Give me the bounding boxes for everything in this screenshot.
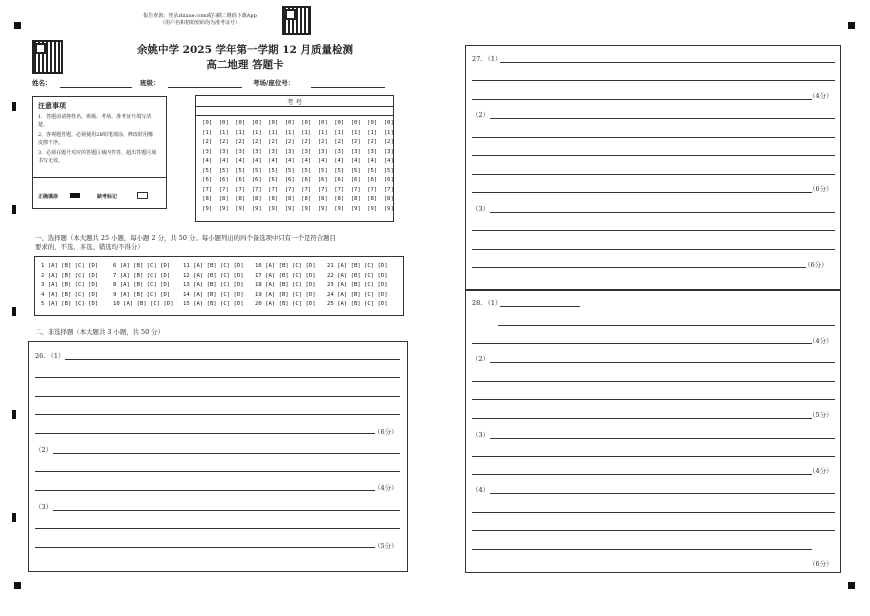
answer-line[interactable]: [35, 471, 400, 472]
exam-id-bubble[interactable]: [4]: [301, 158, 312, 164]
exam-id-bubble[interactable]: [3]: [383, 148, 394, 155]
answer-line[interactable]: [472, 80, 835, 81]
exam-id-bubble[interactable]: [7]: [367, 186, 378, 193]
exam-id-header-line: [196, 106, 393, 107]
exam-id-bubble[interactable]: [9]: [350, 205, 361, 212]
missing-mark-box[interactable]: [137, 192, 148, 199]
answer-line[interactable]: [472, 99, 812, 100]
exam-id-bubble[interactable]: [4]: [350, 158, 361, 164]
exam-id-bubble[interactable]: [1]: [334, 129, 345, 136]
q26-part3-score: （5分）: [374, 542, 398, 550]
exam-id-bubble[interactable]: [5]: [301, 167, 312, 174]
exam-id-bubble[interactable]: [0]: [367, 120, 378, 126]
exam-id-bubble[interactable]: [7]: [284, 186, 295, 193]
exam-id-bubble[interactable]: [8]: [235, 196, 246, 202]
name-label: 姓名：: [32, 79, 52, 87]
timing-mark: [12, 513, 16, 522]
exam-id-bubble[interactable]: [0]: [251, 120, 262, 126]
exam-id-bubble[interactable]: [8]: [367, 196, 378, 202]
exam-id-bubble[interactable]: [8]: [218, 196, 229, 202]
q28-part4-score: （6分）: [809, 560, 833, 568]
exam-id-bubble[interactable]: [2]: [251, 139, 262, 145]
choice-item[interactable]: 25 [A] [B] [C] [D]: [327, 301, 388, 308]
exam-id-bubble[interactable]: [9]: [251, 205, 262, 212]
choice-item[interactable]: 5 [A] [B] [C] [D]: [41, 301, 99, 308]
choice-column[interactable]: [183, 262, 244, 310]
answer-line[interactable]: [472, 399, 835, 400]
exam-id-bubble[interactable]: [4]: [251, 158, 262, 164]
choice-column[interactable]: [327, 262, 388, 310]
exam-id-bubble[interactable]: [7]: [334, 186, 345, 193]
answer-line[interactable]: [472, 192, 812, 193]
exam-id-bubble[interactable]: [5]: [367, 167, 378, 174]
exam-id-grid: [195, 95, 394, 222]
report-query-line: 报告查询：登录zhixue.com或扫描二维码下载App: [143, 13, 257, 19]
exam-id-row[interactable]: [199, 157, 397, 167]
answer-line[interactable]: [53, 453, 400, 454]
exam-id-bubble[interactable]: [1]: [350, 129, 361, 136]
corner-mark-top-right: [848, 22, 855, 29]
q26-part1-label: 26. （1）: [35, 352, 65, 360]
answer-line[interactable]: [498, 325, 835, 326]
answer-line[interactable]: [490, 118, 835, 119]
answer-line[interactable]: [472, 343, 812, 344]
q27-part1-score: （4分）: [809, 92, 833, 100]
exam-id-bubble[interactable]: [8]: [268, 196, 279, 202]
exam-id-bubble[interactable]: [6]: [284, 177, 295, 183]
exam-id-bubble[interactable]: [7]: [383, 186, 394, 193]
answer-line[interactable]: [35, 377, 400, 378]
choice-column[interactable]: [41, 262, 98, 310]
exam-id-row[interactable]: [199, 119, 397, 129]
exam-id-row[interactable]: [199, 148, 397, 158]
notice-item: 2．客观题答题，必须使用2B铅笔填涂，修改时用橡皮擦干净。: [38, 132, 154, 146]
choice-item[interactable]: 24 [A] [B] [C] [D]: [327, 291, 388, 298]
notice-box: [32, 96, 167, 209]
choice-item[interactable]: 20 [A] [B] [C] [D]: [255, 301, 316, 308]
q26-part1-score: （6分）: [374, 428, 398, 436]
choice-item[interactable]: 9 [A] [B] [C] [D]: [113, 291, 171, 298]
exam-id-bubble[interactable]: [4]: [367, 158, 378, 164]
exam-id-bubble[interactable]: [4]: [383, 158, 394, 164]
exam-id-bubble[interactable]: [9]: [235, 205, 246, 212]
exam-id-bubble[interactable]: [0]: [383, 120, 394, 126]
exam-id-bubble[interactable]: [6]: [218, 177, 229, 183]
exam-id-bubble[interactable]: [0]: [268, 120, 279, 126]
q27-part2-label: （2）: [472, 111, 490, 119]
timing-mark: [12, 102, 16, 111]
seat-label: 考场/座位号：: [253, 79, 295, 87]
choice-item[interactable]: 17 [A] [B] [C] [D]: [255, 272, 316, 279]
exam-id-bubble[interactable]: [6]: [235, 177, 246, 183]
q28-part4-label: （4）: [472, 486, 490, 494]
exam-id-bubble[interactable]: [3]: [251, 148, 262, 155]
corner-mark-bottom-left: [14, 582, 21, 589]
answer-line[interactable]: [472, 549, 812, 550]
exam-id-bubble[interactable]: [6]: [383, 177, 394, 183]
exam-id-bubble[interactable]: [9]: [383, 205, 394, 212]
choice-column[interactable]: [255, 262, 316, 310]
choice-item[interactable]: 12 [A] [B] [C] [D]: [183, 272, 244, 279]
exam-id-bubble[interactable]: [3]: [367, 148, 378, 155]
answer-line[interactable]: [35, 414, 400, 415]
exam-id-bubble[interactable]: [3]: [301, 148, 312, 155]
exam-id-bubble[interactable]: [8]: [284, 196, 295, 202]
exam-id-bubble[interactable]: [1]: [235, 129, 246, 136]
answer-line[interactable]: [35, 528, 400, 529]
exam-id-bubble[interactable]: [1]: [268, 129, 279, 136]
exam-id-bubble[interactable]: [5]: [251, 167, 262, 174]
choice-item[interactable]: 3 [A] [B] [C] [D]: [41, 282, 99, 289]
q28-answer-box: [465, 290, 841, 573]
answer-line[interactable]: [472, 155, 835, 156]
q28-part2-score: （5分）: [809, 411, 833, 419]
section2-title: 二、非选择题（本大题共 3 小题，共 50 分）: [35, 328, 164, 336]
exam-id-bubble[interactable]: [0]: [317, 120, 328, 126]
exam-id-bubble[interactable]: [5]: [235, 167, 246, 174]
exam-id-bubble[interactable]: [6]: [202, 177, 213, 183]
report-query-note: （用户名和初始密码均为准考证号）: [159, 20, 240, 26]
exam-id-bubble[interactable]: [1]: [367, 129, 378, 136]
exam-id-bubble[interactable]: [5]: [268, 167, 279, 174]
exam-id-bubble[interactable]: [0]: [350, 120, 361, 126]
exam-id-bubble[interactable]: [8]: [317, 196, 328, 202]
exam-id-bubble[interactable]: [8]: [202, 196, 213, 202]
choice-item[interactable]: 23 [A] [B] [C] [D]: [327, 282, 388, 289]
answer-line[interactable]: [35, 547, 375, 548]
exam-id-bubble[interactable]: [2]: [301, 139, 312, 145]
name-field[interactable]: [60, 87, 132, 88]
exam-id-row[interactable]: [199, 138, 397, 148]
exam-id-row[interactable]: [199, 167, 397, 177]
exam-id-bubble[interactable]: [1]: [383, 129, 394, 136]
choice-item[interactable]: 11 [A] [B] [C] [D]: [183, 263, 244, 269]
exam-id-bubble[interactable]: [9]: [334, 205, 345, 212]
q26-part2-score: （4分）: [374, 484, 398, 492]
exam-id-bubble[interactable]: [0]: [218, 120, 229, 126]
exam-id-bubble[interactable]: [2]: [334, 139, 345, 145]
q27-part1-label: 27. （1）: [472, 55, 502, 63]
exam-id-row[interactable]: [199, 176, 397, 186]
exam-id-bubble[interactable]: [6]: [350, 177, 361, 183]
exam-id-bubble[interactable]: [6]: [334, 177, 345, 183]
exam-id-bubble[interactable]: [1]: [317, 129, 328, 136]
answer-line[interactable]: [472, 530, 835, 531]
exam-id-bubble[interactable]: [1]: [202, 129, 213, 136]
exam-id-bubble[interactable]: [5]: [202, 167, 213, 174]
answer-line[interactable]: [472, 474, 812, 475]
exam-id-bubble[interactable]: [0]: [284, 120, 295, 126]
exam-id-bubble[interactable]: [9]: [284, 205, 295, 212]
answer-line[interactable]: [472, 137, 835, 138]
timing-mark: [12, 410, 16, 419]
exam-id-bubble[interactable]: [2]: [383, 139, 394, 145]
notice-divider: [33, 177, 166, 178]
exam-id-bubble[interactable]: [9]: [218, 205, 229, 212]
exam-id-bubble[interactable]: [4]: [334, 158, 345, 164]
page-subtitle: 高二地理 答题卡: [206, 59, 284, 71]
exam-id-bubble[interactable]: [7]: [317, 186, 328, 193]
exam-id-bubble[interactable]: [2]: [350, 139, 361, 145]
choice-column[interactable]: [113, 262, 174, 310]
notice-title: 注意事项: [38, 101, 66, 110]
exam-id-bubble[interactable]: [3]: [350, 148, 361, 155]
choice-item[interactable]: 22 [A] [B] [C] [D]: [327, 272, 388, 279]
exam-id-bubble[interactable]: [4]: [268, 158, 279, 164]
exam-id-bubble[interactable]: [2]: [218, 139, 229, 145]
correct-fill-label: 正确填涂: [38, 194, 59, 200]
answer-line[interactable]: [472, 249, 835, 250]
exam-id-bubble[interactable]: [0]: [202, 120, 213, 126]
q27-part2-score: （6分）: [809, 185, 833, 193]
exam-id-bubble[interactable]: [4]: [218, 158, 229, 164]
exam-id-bubble[interactable]: [7]: [268, 186, 279, 193]
exam-id-bubble[interactable]: [3]: [235, 148, 246, 155]
exam-id-row[interactable]: [199, 129, 397, 139]
choice-item[interactable]: 7 [A] [B] [C] [D]: [113, 272, 171, 279]
answer-line[interactable]: [472, 512, 835, 513]
choice-item[interactable]: 15 [A] [B] [C] [D]: [183, 301, 244, 308]
exam-id-bubble[interactable]: [3]: [202, 148, 213, 155]
choice-item[interactable]: 14 [A] [B] [C] [D]: [183, 291, 244, 298]
exam-id-bubble[interactable]: [5]: [218, 167, 229, 174]
answer-line[interactable]: [490, 362, 835, 363]
exam-id-bubble[interactable]: [2]: [235, 139, 246, 145]
answer-line[interactable]: [35, 490, 375, 491]
section1-title-cont: 要求的，不选、多选、错选均不得分）: [35, 243, 144, 251]
exam-id-bubble[interactable]: [8]: [350, 196, 361, 202]
exam-id-bubble[interactable]: [6]: [251, 177, 262, 183]
exam-id-bubble[interactable]: [5]: [350, 167, 361, 174]
answer-line[interactable]: [472, 267, 806, 268]
exam-id-bubble[interactable]: [7]: [218, 186, 229, 193]
q28-part3-score: （4分）: [809, 467, 833, 475]
answer-line[interactable]: [472, 418, 812, 419]
exam-id-bubble[interactable]: [5]: [284, 167, 295, 174]
exam-id-bubble[interactable]: [6]: [317, 177, 328, 183]
exam-id-bubble[interactable]: [1]: [301, 129, 312, 136]
exam-id-bubble[interactable]: [8]: [251, 196, 262, 202]
exam-id-bubble[interactable]: [6]: [301, 177, 312, 183]
choice-grid: [34, 256, 404, 316]
notice-item: 1．答题前请将姓名、班级、考场、准考证号填写清楚。: [38, 114, 152, 128]
exam-id-bubble[interactable]: [3]: [317, 148, 328, 155]
exam-id-bubble[interactable]: [3]: [268, 148, 279, 155]
exam-id-bubble[interactable]: [4]: [202, 158, 213, 164]
section1-title: 一、选择题（本大题共 25 小题，每小题 2 分，共 50 分。每小题列出的四个备选项中只有一个是符合题目: [35, 234, 336, 242]
class-label: 班级：: [140, 79, 160, 87]
exam-id-bubble[interactable]: [2]: [367, 139, 378, 145]
notice-item: 3．必须在题号对应的答题区域内作答，超出答题区域书写无效。: [38, 150, 157, 164]
choice-item[interactable]: 1 [A] [B] [C] [D]: [41, 263, 99, 269]
exam-id-bubble[interactable]: [6]: [367, 177, 378, 183]
corner-mark-top-left: [14, 22, 21, 29]
exam-id-bubble[interactable]: [3]: [218, 148, 229, 155]
exam-id-bubble[interactable]: [7]: [235, 186, 246, 193]
exam-id-bubble[interactable]: [1]: [284, 129, 295, 136]
class-field[interactable]: [168, 87, 242, 88]
exam-id-bubble[interactable]: [1]: [218, 129, 229, 136]
exam-id-bubble[interactable]: [8]: [334, 196, 345, 202]
answer-line[interactable]: [490, 493, 835, 494]
seat-field[interactable]: [311, 87, 385, 88]
exam-id-bubble[interactable]: [7]: [202, 186, 213, 193]
choice-item[interactable]: 6 [A] [B] [C] [D]: [113, 263, 171, 269]
exam-id-bubble[interactable]: [7]: [301, 186, 312, 193]
answer-line[interactable]: [65, 359, 400, 360]
corner-mark-bottom-right: [848, 582, 855, 589]
choice-item[interactable]: 16 [A] [B] [C] [D]: [255, 263, 316, 269]
page-title: 余姚中学 2025 学年第一学期 12 月质量检测: [137, 44, 353, 56]
exam-id-bubble[interactable]: [5]: [334, 167, 345, 174]
exam-id-bubble[interactable]: [0]: [334, 120, 345, 126]
exam-id-bubble[interactable]: [7]: [350, 186, 361, 193]
q28-part3-label: （3）: [472, 431, 490, 439]
answer-line[interactable]: [490, 438, 835, 439]
q26-part2-label: （2）: [35, 446, 53, 454]
answer-line[interactable]: [53, 510, 400, 511]
q28-part1-score: （4分）: [809, 337, 833, 345]
answer-line[interactable]: [472, 456, 835, 457]
timing-mark: [12, 307, 16, 316]
choice-item[interactable]: 13 [A] [B] [C] [D]: [183, 282, 244, 289]
q26-part3-label: （3）: [35, 503, 53, 511]
exam-id-bubble[interactable]: [0]: [235, 120, 246, 126]
exam-id-bubble[interactable]: [9]: [367, 205, 378, 212]
exam-id-bubble[interactable]: [8]: [301, 196, 312, 202]
q27-part3-score: （6分）: [804, 261, 828, 269]
q27-answer-box: [465, 45, 841, 290]
answer-line[interactable]: [472, 230, 835, 231]
q26-answer-box: [28, 341, 408, 572]
q28-part1-label: 28. （1）: [472, 299, 502, 307]
answer-line[interactable]: [490, 212, 835, 213]
q27-part3-label: （3）: [472, 205, 490, 213]
exam-id-row[interactable]: [199, 195, 397, 205]
exam-id-bubble[interactable]: [4]: [317, 158, 328, 164]
exam-id-bubble[interactable]: [9]: [202, 205, 213, 212]
timing-mark: [12, 205, 16, 214]
choice-item[interactable]: 2 [A] [B] [C] [D]: [41, 272, 99, 279]
exam-id-bubble[interactable]: [5]: [383, 167, 394, 174]
answer-line[interactable]: [500, 62, 835, 63]
exam-id-bubble[interactable]: [5]: [317, 167, 328, 174]
exam-id-bubble[interactable]: [9]: [317, 205, 328, 212]
exam-id-bubble[interactable]: [8]: [383, 196, 394, 202]
answer-line[interactable]: [35, 433, 375, 434]
qr-code-icon: [282, 6, 311, 35]
answer-line[interactable]: [500, 306, 580, 307]
exam-id-write-line: [196, 115, 393, 116]
qr-code-icon: [32, 40, 63, 74]
choice-item[interactable]: 8 [A] [B] [C] [D]: [113, 282, 171, 289]
exam-id-bubble[interactable]: [4]: [235, 158, 246, 164]
exam-id-bubble[interactable]: [3]: [284, 148, 295, 155]
choice-item[interactable]: 18 [A] [B] [C] [D]: [255, 282, 316, 289]
answer-line[interactable]: [472, 174, 835, 175]
exam-id-bubble[interactable]: [1]: [251, 129, 262, 136]
exam-id-bubble[interactable]: [0]: [301, 120, 312, 126]
answer-line[interactable]: [35, 396, 400, 397]
exam-id-bubble[interactable]: [2]: [317, 139, 328, 145]
choice-item[interactable]: 10 [A] [B] [C] [D]: [113, 301, 174, 308]
answer-line[interactable]: [472, 381, 835, 382]
missing-mark-label: 缺考标记: [97, 194, 118, 200]
exam-id-bubble[interactable]: [2]: [268, 139, 279, 145]
choice-item[interactable]: 19 [A] [B] [C] [D]: [255, 291, 316, 298]
exam-id-bubble[interactable]: [3]: [334, 148, 345, 155]
exam-id-bubble[interactable]: [2]: [284, 139, 295, 145]
choice-item[interactable]: 4 [A] [B] [C] [D]: [41, 291, 99, 298]
exam-id-bubble[interactable]: [2]: [202, 139, 213, 145]
exam-id-bubble[interactable]: [9]: [268, 205, 279, 212]
exam-id-row[interactable]: [199, 186, 397, 196]
exam-id-bubble[interactable]: [7]: [251, 186, 262, 193]
exam-id-title: 考 号: [286, 98, 303, 106]
correct-fill-sample: [70, 193, 80, 198]
exam-id-bubble[interactable]: [9]: [301, 205, 312, 212]
exam-id-row[interactable]: [199, 205, 397, 215]
exam-id-bubble[interactable]: [4]: [284, 158, 295, 164]
choice-item[interactable]: 21 [A] [B] [C] [D]: [327, 263, 388, 269]
q28-part2-label: （2）: [472, 355, 490, 363]
exam-id-bubble[interactable]: [6]: [268, 177, 279, 183]
exam-id-bubbles[interactable]: [199, 119, 397, 214]
